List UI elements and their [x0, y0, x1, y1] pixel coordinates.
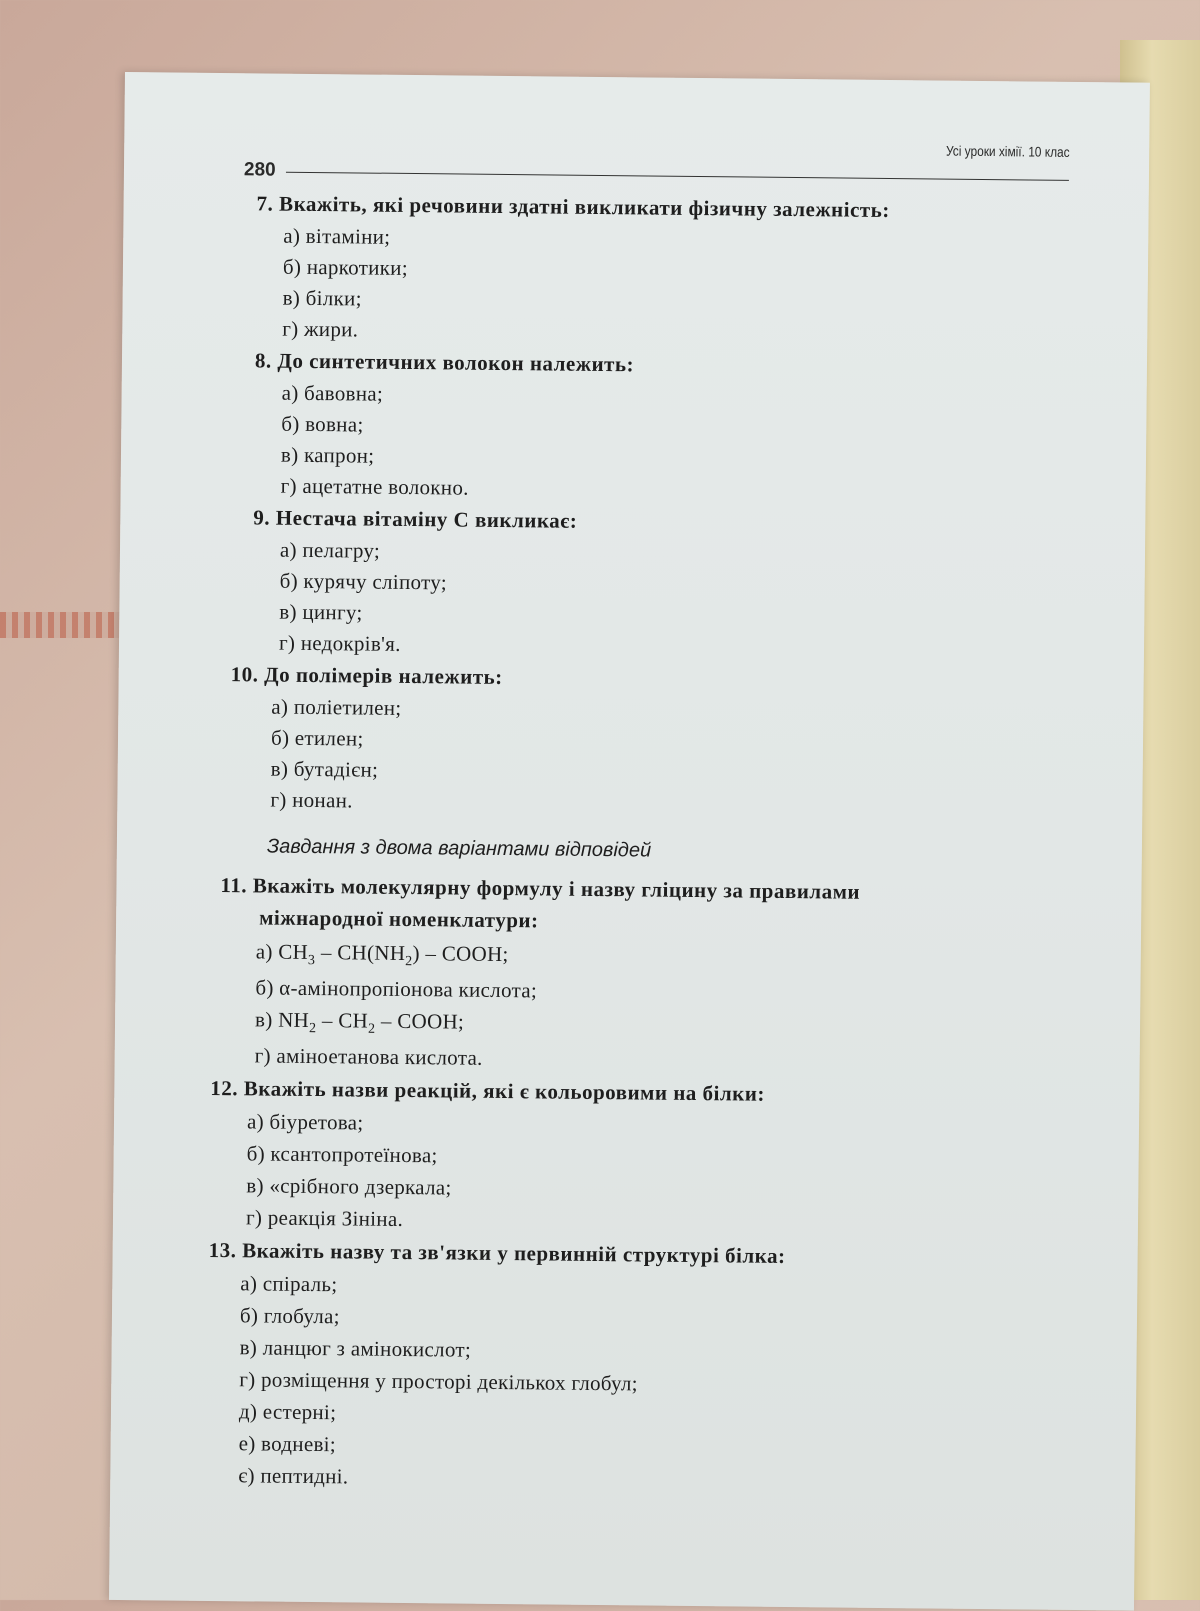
page-number: 280	[243, 159, 276, 181]
question-13: 13. Вкажіть назву та зв'язки у первинній структурі білка:	[208, 1237, 786, 1268]
answer-8d: г) ацетатне волокно.	[280, 473, 469, 500]
answer-13c: в) ланцюг з амінокислот;	[239, 1335, 472, 1362]
answer-8c: в) капрон;	[280, 442, 375, 468]
answer-7b: б) наркотики;	[282, 254, 409, 280]
answer-9c: в) цингу;	[279, 599, 363, 625]
answer-12c: в) «срібного дзеркала;	[246, 1173, 452, 1200]
answer-13d: г) розміщення у просторі декількох глобул;	[239, 1367, 638, 1396]
question-11-continuation: міжнародної номенклатури:	[259, 905, 539, 933]
question-7: 7. Вкажіть, які речовини здатні викликати фізичну залежність:	[256, 191, 890, 223]
answer-10b: б) етилен;	[270, 725, 364, 751]
answer-13f: е) водневі;	[238, 1431, 337, 1457]
answer-7c: в) білки;	[282, 285, 362, 311]
answer-12a: а) біуретова;	[246, 1109, 364, 1135]
book-page	[109, 72, 1150, 1611]
section-title: Завдання з двома варіантами відповідей	[266, 835, 652, 862]
answer-11b: б) α-амінопропіонова кислота;	[255, 975, 538, 1003]
question-10: 10. До полімерів належить:	[230, 662, 503, 689]
answer-12d: г) реакція Зініна.	[245, 1205, 404, 1231]
running-title: Усі уроки хімії. 10 клас	[945, 142, 1070, 160]
answer-9b: б) курячу сліпоту;	[279, 568, 448, 595]
answer-10d: г) нонан.	[270, 787, 353, 813]
answer-11c	[255, 1007, 464, 1038]
answer-11c-formula: $NH_2 - CH_2$ – COOH;	[278, 1007, 465, 1037]
answer-10c: в) бутадієн;	[270, 756, 379, 782]
answer-12b: б) ксантопротеїнова;	[246, 1141, 438, 1168]
answer-9d: г) недокрів'я.	[278, 630, 401, 656]
answer-13a: а) спіраль;	[240, 1271, 338, 1297]
answer-8a: а) бавовна;	[281, 380, 384, 406]
answer-8b: б) вовна;	[281, 411, 364, 437]
answer-11d: г) аміноетанова кислота.	[254, 1043, 483, 1070]
answer-7a: а) вітаміни;	[283, 223, 391, 249]
question-12: 12. Вкажіть назви реакцій, які є кольоровими на білки:	[210, 1075, 766, 1106]
answer-7d: г) жири.	[282, 316, 359, 342]
answer-13g: є) пептидні.	[238, 1463, 349, 1489]
page-content	[109, 72, 1150, 1611]
answer-11a	[256, 939, 509, 971]
answer-11a-formula: $CH_3 - CH(NH_2)$ – COOH;	[278, 939, 509, 970]
question-8: 8. До синтетичних волокон належить:	[254, 348, 635, 377]
answer-11a-label: а)	[255, 939, 273, 964]
answer-13e: д) естерні;	[238, 1399, 337, 1425]
answer-9a: а) пелагру;	[279, 537, 381, 563]
answer-11c-label: в)	[254, 1007, 273, 1032]
answer-13b: б) глобула;	[239, 1303, 340, 1329]
question-11: 11. Вкажіть молекулярну формулу і назву гліцину за правилами	[220, 873, 861, 904]
question-9: 9. Нестача вітаміну С викликає:	[253, 505, 578, 533]
answer-10a: а) поліетилен;	[271, 694, 402, 720]
